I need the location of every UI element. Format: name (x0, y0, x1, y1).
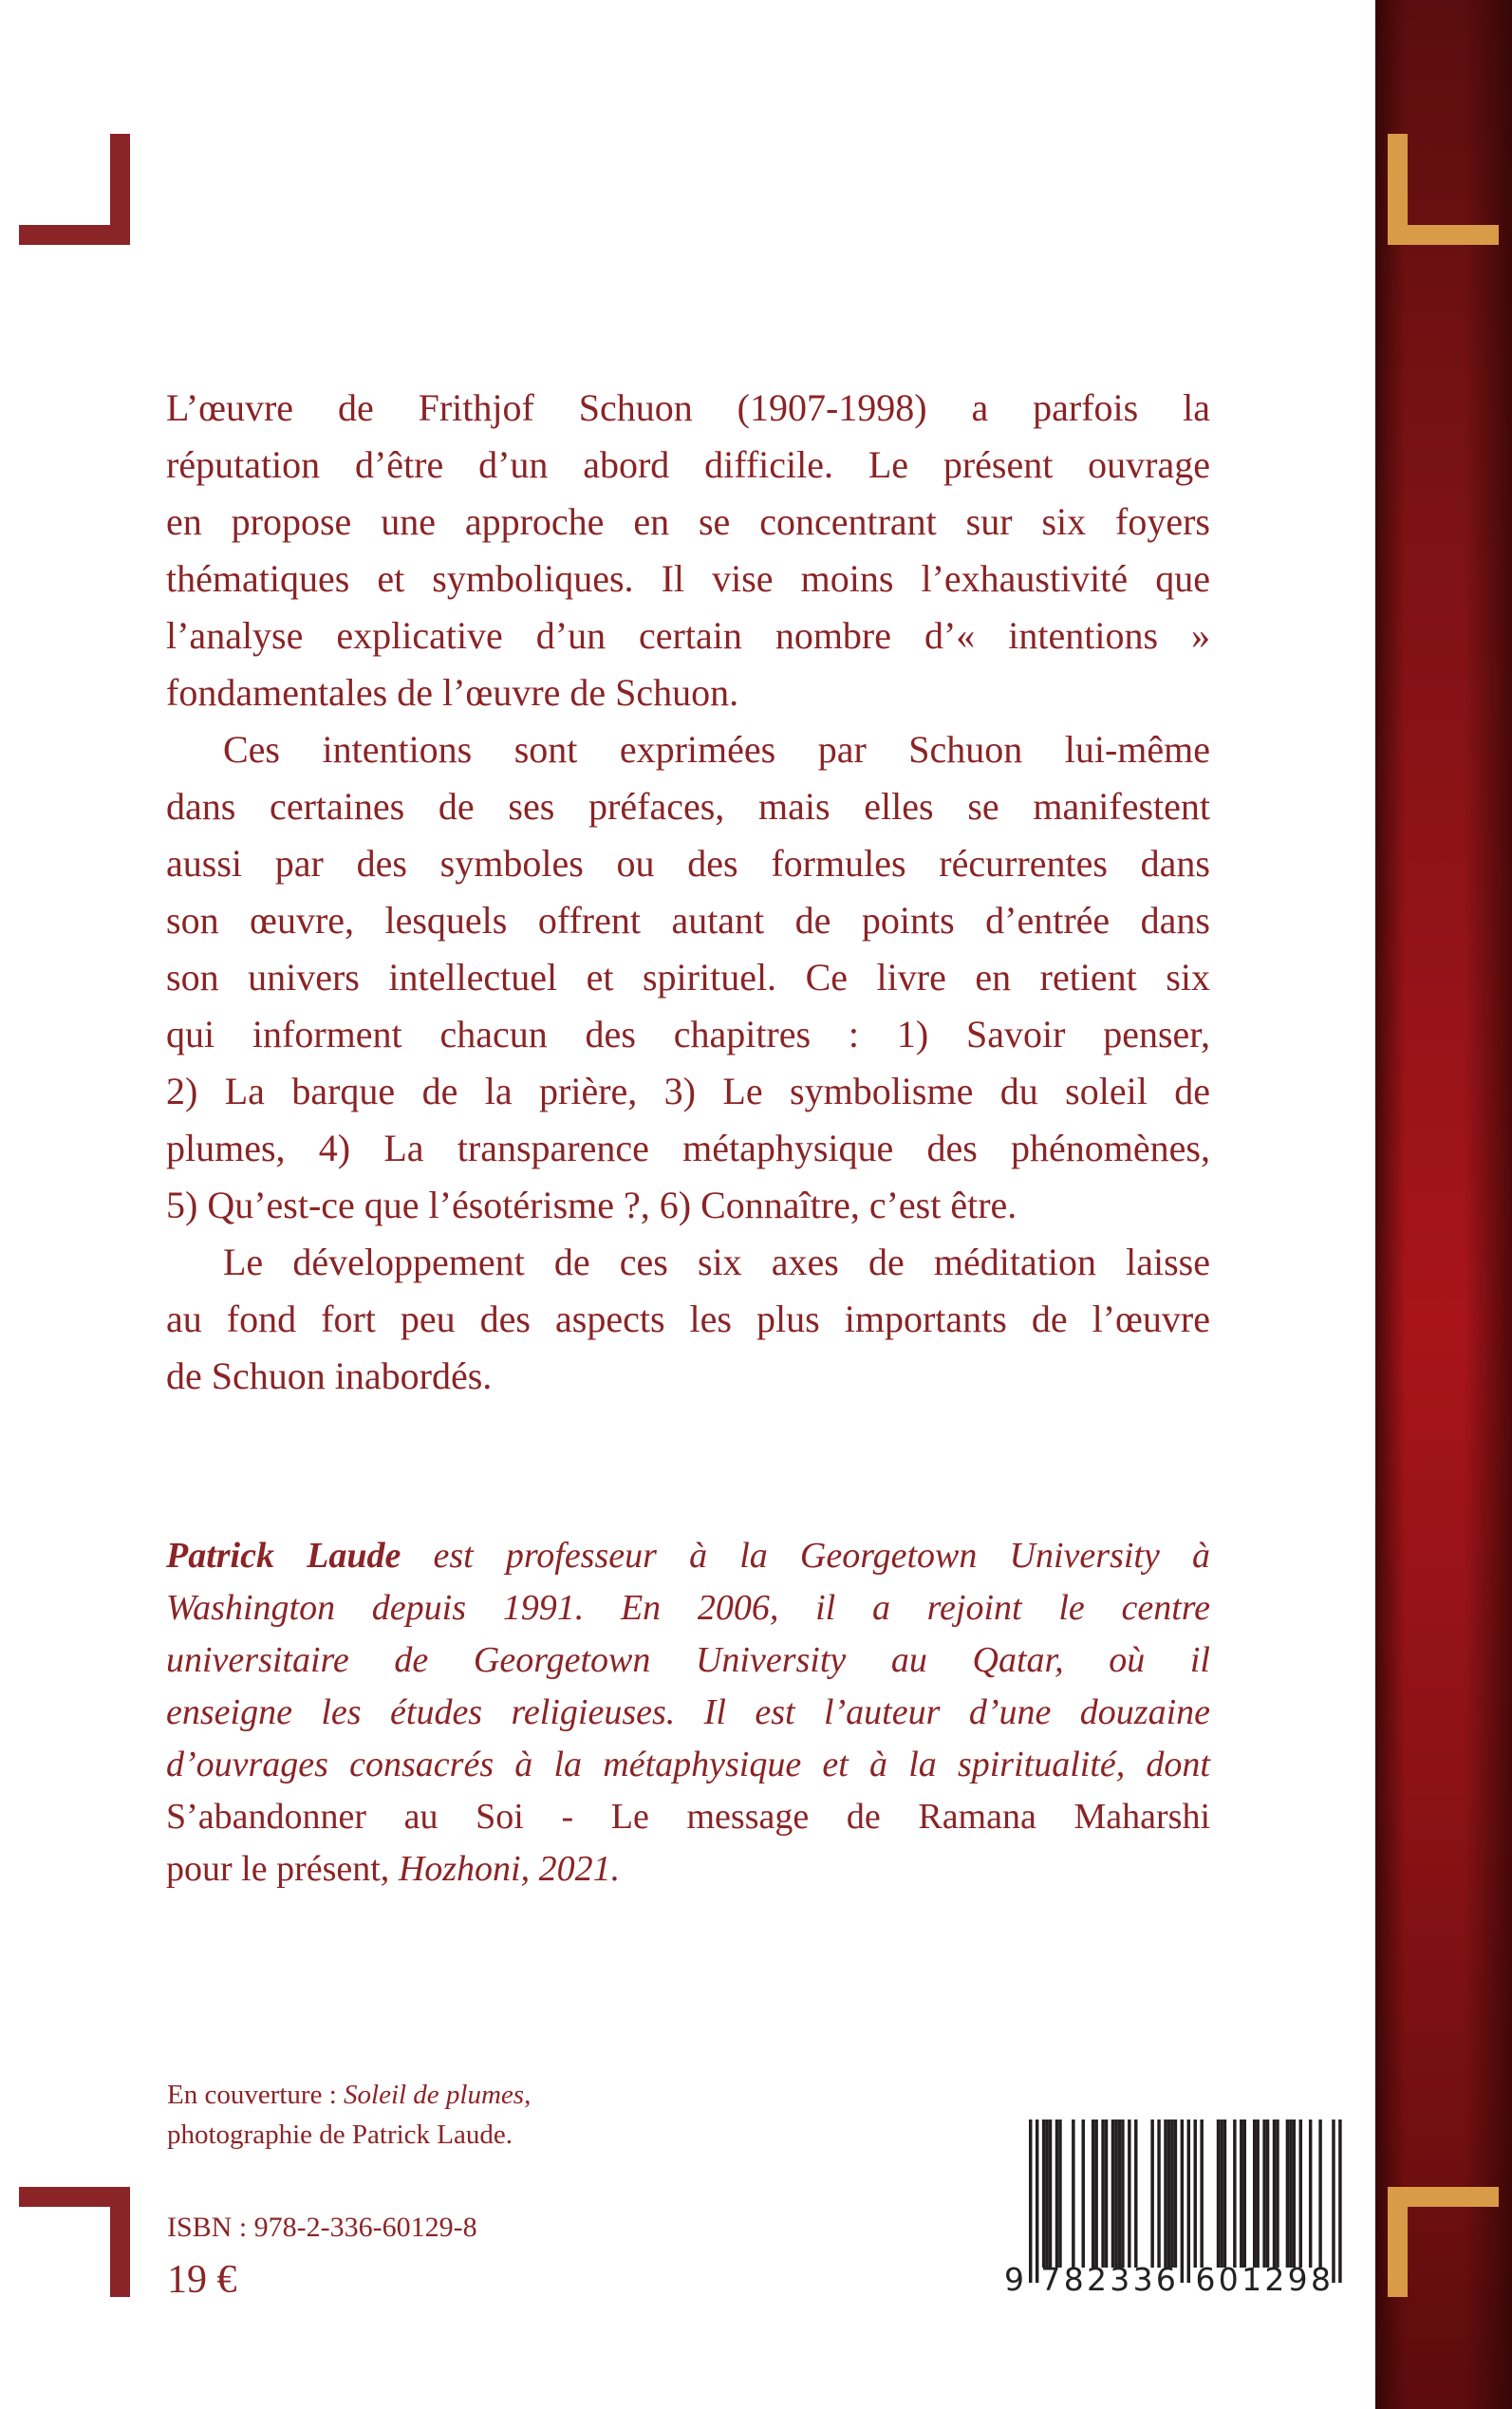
bio-line: enseigne les études religieuses. Il est l’auteur d’une douzaine (166, 1692, 1210, 1732)
barcode-digit: 9 (1287, 2261, 1308, 2298)
barcode-bar (1223, 2120, 1226, 2268)
barcode-digit: 7 (1040, 2261, 1061, 2298)
bio-publisher: Hozhoni, 2021. (389, 1849, 621, 1889)
bio-book-title: S’abandonner au Soi - Le message de Ramana Maharshi (166, 1797, 1210, 1837)
description-line: thématiques et symboliques. Il vise moins l’exhaustivité que (166, 557, 1210, 600)
barcode-bar (1266, 2120, 1269, 2268)
barcode-bar (1049, 2120, 1052, 2268)
barcode-bar (1118, 2120, 1121, 2268)
barcode-bar (1082, 2120, 1085, 2268)
description-line: au fond fort peu des aspects les plus importants de l’œuvre (166, 1298, 1210, 1340)
back-cover-description (166, 380, 1210, 1405)
barcode-bar (1092, 2120, 1094, 2268)
barcode-digit: 3 (1132, 2261, 1153, 2298)
bio-text: est professeur à la Georgetown University à (401, 1536, 1210, 1576)
barcode-bar (1338, 2120, 1341, 2283)
barcode-bar (1114, 2120, 1117, 2268)
barcode-bar (1240, 2120, 1242, 2268)
book-spine (1375, 0, 1512, 2409)
price: 19 € (167, 2258, 237, 2302)
isbn: ISBN : 978-2-336-60129-8 (167, 2212, 477, 2243)
barcode-bar (1318, 2120, 1321, 2268)
description-line: dans certaines de ses préfaces, mais elles se manifestent (166, 785, 1210, 828)
barcode-bar (1253, 2120, 1256, 2268)
cover-label: En couverture : (167, 2080, 345, 2110)
bio-line: d’ouvrages consacrés à la métaphysique et à la spiritualité, dont (166, 1745, 1210, 1784)
description-line: de Schuon inabordés. (166, 1354, 493, 1397)
barcode-bar (1286, 2120, 1289, 2268)
bio-line: Washington depuis 1991. En 2006, il a rejoint le centre (166, 1588, 1210, 1628)
description-line: Ces intentions sont exprimées par Schuon lui-même (223, 728, 1210, 771)
barcode-bar (1194, 2120, 1197, 2268)
barcode-bar (1256, 2120, 1259, 2268)
barcode-digit: 8 (1310, 2261, 1331, 2298)
barcode-bar (1293, 2120, 1296, 2268)
barcode-bar (1128, 2120, 1130, 2268)
description-line: fondamentales de l’œuvre de Schuon. (166, 671, 739, 714)
barcode-bar (1273, 2120, 1276, 2268)
barcode-digit: 9 (1004, 2261, 1024, 2298)
barcode-bar (1217, 2120, 1220, 2268)
barcode-bar (1289, 2120, 1292, 2268)
barcode-digit: 3 (1110, 2261, 1130, 2298)
barcode-bar (1150, 2120, 1153, 2268)
barcode-bar (1262, 2120, 1265, 2268)
barcode-bar (1105, 2120, 1108, 2268)
barcode-bar (1036, 2120, 1038, 2283)
description-line: qui informent chacun des chapitres : 1) Savoir penser, (166, 1013, 1210, 1055)
bio-book-title-end: pour le présent, (166, 1849, 390, 1889)
description-line: son œuvre, lesquels offrent autant de points d’entrée dans (166, 899, 1210, 942)
barcode-bar (1045, 2120, 1048, 2268)
barcode-bar (1167, 2120, 1170, 2268)
barcode-bar (1094, 2120, 1097, 2268)
barcode-digit: 0 (1218, 2261, 1239, 2298)
description-line: l’analyse explicative d’un certain nombre d’« intentions » (166, 614, 1210, 657)
barcode-digit: 6 (1155, 2261, 1176, 2298)
cover-credit (167, 2075, 531, 2155)
barcode-bar (1174, 2120, 1177, 2268)
barcode-bar (1121, 2120, 1124, 2268)
photo-credit: photographie de Patrick Laude. (167, 2120, 513, 2150)
author-bio (166, 1530, 1210, 1895)
barcode-bar (1220, 2120, 1223, 2268)
barcode-bar (1309, 2120, 1312, 2268)
barcode-bar (1299, 2120, 1302, 2268)
description-line: réputation d’être d’un abord difficile. Le présent ouvrage (166, 443, 1210, 486)
barcode-bar (1055, 2120, 1058, 2268)
barcode-bar (1029, 2120, 1032, 2283)
barcode-bar (1101, 2120, 1104, 2268)
description-line: son univers intellectuel et spirituel. Ce livre en retient six (166, 956, 1210, 999)
description-line: Le développement de ces six axes de méditation laisse (223, 1241, 1210, 1283)
barcode-digit: 2 (1264, 2261, 1285, 2298)
barcode-bar (1332, 2120, 1335, 2283)
punct: , (524, 2080, 532, 2110)
barcode-digit: 6 (1195, 2261, 1216, 2298)
barcode-bar (1058, 2120, 1061, 2268)
bio-line: universitaire de Georgetown University au Qatar, où il (166, 1640, 1210, 1680)
barcode-digit: 1 (1241, 2261, 1262, 2298)
barcode-bar (1072, 2120, 1074, 2268)
description-line: plumes, 4) La transparence métaphysique des phénomènes, (166, 1127, 1210, 1169)
barcode-bar (1157, 2120, 1160, 2268)
barcode-bar (1164, 2120, 1167, 2268)
barcode-bar (1187, 2120, 1190, 2283)
barcode-bar (1042, 2120, 1045, 2268)
barcode-bar (1243, 2120, 1246, 2268)
barcode-digit: 2 (1086, 2261, 1107, 2298)
barcode-bar (1170, 2120, 1173, 2268)
description-line: L’œuvre de Frithjof Schuon (1907-1998) a parfois la (166, 386, 1210, 429)
cover-title: Soleil de plumes (344, 2080, 525, 2110)
barcode-bar (1181, 2120, 1184, 2283)
barcode-bar (1134, 2120, 1137, 2268)
barcode-bar (1276, 2120, 1279, 2268)
description-line: en propose une approche en se concentrant sur six foyers (166, 500, 1210, 543)
description-line: aussi par des symboles ou des formules récurrentes dans (166, 842, 1210, 885)
description-line: 5) Qu’est-ce que l’ésotérisme ?, 6) Connaître, c’est être. (166, 1184, 1017, 1226)
author-name: Patrick Laude (166, 1536, 401, 1576)
barcode-digit: 8 (1063, 2261, 1084, 2298)
barcode-bar (1233, 2120, 1236, 2268)
barcode-bar (1111, 2120, 1114, 2268)
description-line: 2) La barque de la prière, 3) Le symbolisme du soleil de (166, 1070, 1210, 1112)
barcode-bar (1200, 2120, 1203, 2268)
